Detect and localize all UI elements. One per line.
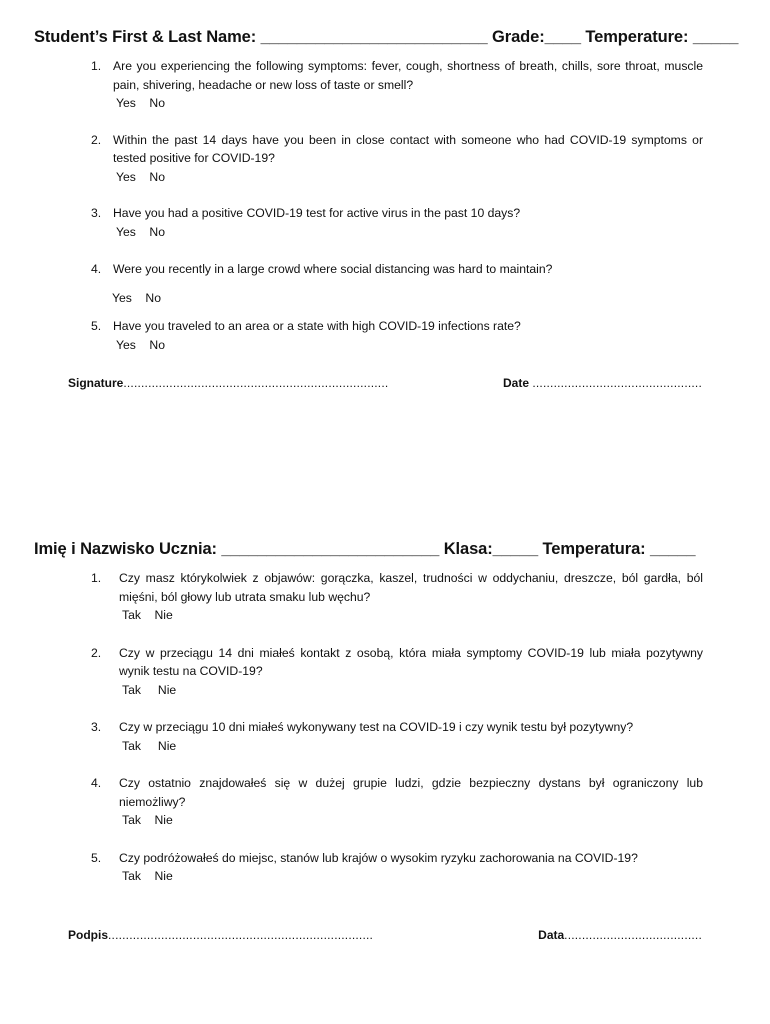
question-text: Czy w przeciągu 14 dni miałeś kontakt z osobą, która miała symptomy COVID-19 lub miała pozytywny wynik testu na COVID-19? xyxy=(119,645,703,678)
date-field[interactable] xyxy=(538,928,702,942)
tak-nie-options[interactable]: Tak Nie xyxy=(122,608,173,622)
question-number: 4. xyxy=(91,262,102,276)
question-text: Have you traveled to an area or a state with high COVID-19 infections rate? xyxy=(113,319,521,333)
question-text: Are you experiencing the following symptoms: fever, cough, shortness of breath, chills, sore throat, muscle pain, shivering, headache or new loss of taste or smell? xyxy=(113,59,703,92)
signature-row xyxy=(0,376,770,394)
tak-nie-options[interactable]: Tak Nie xyxy=(122,682,177,697)
date-field[interactable] xyxy=(503,376,702,390)
english-form xyxy=(0,28,770,394)
question-number: 5. xyxy=(91,319,102,333)
question-item xyxy=(91,644,703,700)
signature-label: Signature xyxy=(68,376,124,390)
question-number: 3. xyxy=(91,720,102,734)
date-label: Data xyxy=(538,927,565,942)
signature-field[interactable] xyxy=(68,376,388,390)
english-header: Student’s First & Last Name: _________________________ Grade:____ Temperature: _____ xyxy=(34,28,739,46)
tak-nie-options[interactable]: Tak Nie xyxy=(122,813,173,827)
question-item xyxy=(91,204,703,241)
question-number: 2. xyxy=(91,132,102,147)
question-text: Within the past 14 days have you been in close contact with someone who had COVID-19 symptoms or tested positive for COVID-19? xyxy=(113,132,703,165)
question-text: Czy ostatnio znajdowałeś się w dużej grupie ludzi, gdzie bezpieczny dystans był ograniczony lub niemożliwy? xyxy=(119,776,703,809)
question-text: Have you had a positive COVID-19 test for active virus in the past 10 days? xyxy=(113,206,521,220)
polish-header: Imię i Nazwisko Ucznia: ________________________ Klasa:_____ Temperatura: _____ xyxy=(34,540,696,558)
polish-question-list xyxy=(0,569,770,886)
question-item xyxy=(91,57,703,113)
question-item xyxy=(91,260,703,307)
yes-no-options[interactable]: Yes No xyxy=(112,290,162,305)
signature-line: ........................................................................... xyxy=(123,376,389,390)
signature-row xyxy=(0,928,770,946)
signature-field[interactable] xyxy=(68,928,373,942)
signature-line: ........................................................................... xyxy=(108,927,374,942)
polish-form xyxy=(0,540,770,946)
tak-nie-options[interactable]: Tak Nie xyxy=(122,869,173,883)
question-number: 4. xyxy=(91,776,102,790)
question-item xyxy=(91,317,703,354)
yes-no-options[interactable]: Yes No xyxy=(116,224,166,239)
question-text: Czy masz którykolwiek z objawów: gorączka, kaszel, trudności w oddychaniu, dreszcze, ból gardła, ból mięśni, ból głowy lub utrata smaku lub węchu? xyxy=(119,571,703,604)
date-line: ....................................... xyxy=(564,927,702,942)
question-text: Czy w przeciągu 10 dni miałeś wykonywany test na COVID-19 i czy wynik testu był pozytywny? xyxy=(119,720,634,734)
question-number: 2. xyxy=(91,645,102,660)
question-number: 3. xyxy=(91,206,102,220)
signature-label: Podpis xyxy=(68,927,109,942)
question-number: 1. xyxy=(91,571,102,585)
tak-nie-options[interactable]: Tak Nie xyxy=(122,738,177,753)
question-item xyxy=(91,569,703,625)
question-number: 5. xyxy=(91,850,102,865)
english-question-list xyxy=(0,57,770,354)
question-text: Czy podróżowałeś do miejsc, stanów lub krajów o wysokim ryzyku zachorowania na COVID-19? xyxy=(119,850,638,865)
question-text: Were you recently in a large crowd where social distancing was hard to maintain? xyxy=(113,262,553,276)
question-item xyxy=(91,131,703,187)
date-label: Date xyxy=(503,376,530,390)
question-number: 1. xyxy=(91,59,102,73)
question-item xyxy=(91,718,703,755)
yes-no-options[interactable]: Yes No xyxy=(116,96,166,110)
question-item xyxy=(91,849,703,886)
question-item xyxy=(91,774,703,830)
yes-no-options[interactable]: Yes No xyxy=(116,169,166,184)
yes-no-options[interactable]: Yes No xyxy=(116,337,166,352)
date-line: ................................................ xyxy=(532,376,702,390)
